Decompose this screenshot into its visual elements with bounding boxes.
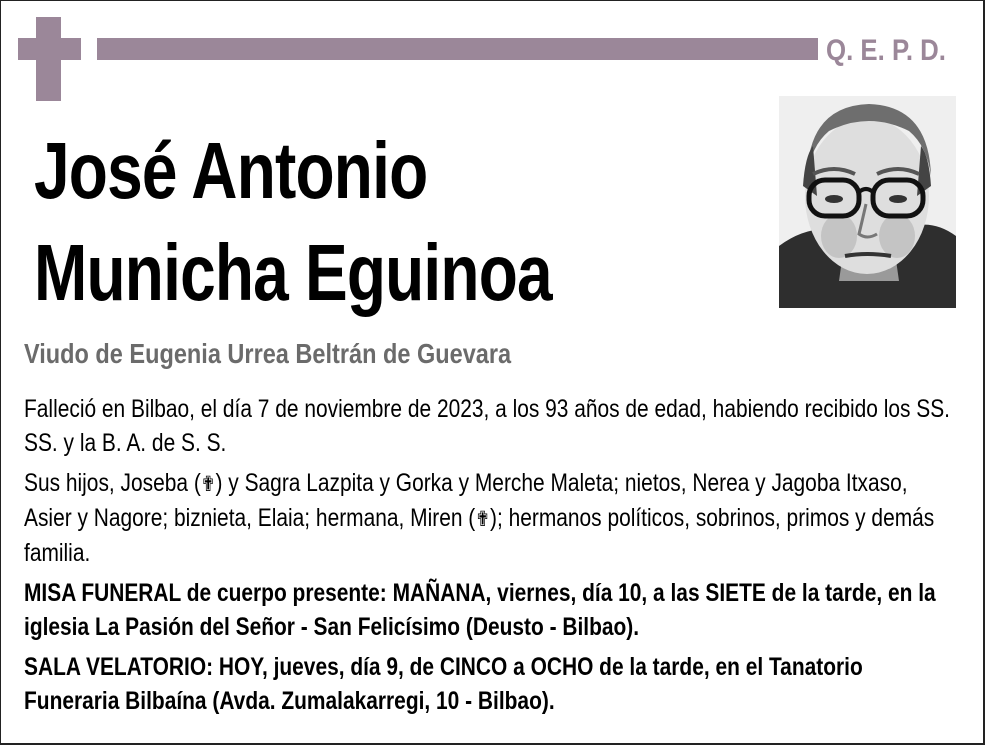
death-paragraph: Falleció en Bilbao, el día 7 de noviembre de 2023, a los 93 años de edad, habiendo recibido los SS. SS. y la B. A. de S. S. <box>24 395 950 457</box>
deceased-cross-icon: ✟ <box>475 507 490 531</box>
portrait-icon <box>779 96 956 308</box>
deceased-name-line1: José Antonio <box>34 126 428 215</box>
deceased-name-line2: Municha Eguinoa <box>34 228 552 317</box>
family-text-3: ); hermanos políticos, sobrinos, primos y demás familia. <box>24 504 935 567</box>
funeral-mass-paragraph: MISA FUNERAL de cuerpo presente: MAÑANA, viernes, día 10, a las SIETE de la tarde, en la iglesia La Pasión del Señor - San Felicísimo (Deusto - Bilbao). <box>24 579 936 641</box>
deceased-cross-icon: ✟ <box>200 472 216 496</box>
cross-icon-horizontal <box>18 38 81 60</box>
deceased-photo <box>779 96 956 308</box>
obituary-body <box>24 392 953 724</box>
family-text-1: Sus hijos, Joseba ( <box>24 469 201 497</box>
qepd-label: Q. E. P. D. <box>826 34 946 67</box>
header-rule <box>97 38 818 60</box>
family-paragraph <box>24 466 953 570</box>
spouse-subtitle: Viudo de Eugenia Urrea Beltrán de Guevara <box>24 338 512 369</box>
family-text-2: ) y Sagra Lazpita y Gorka y Merche Maleta; nietos, Nerea y Jagoba Itxaso, Asier y Nagore; biznieta, Elaia; hermana, Miren ( <box>24 469 908 532</box>
wake-paragraph: SALA VELATORIO: HOY, jueves, día 9, de CINCO a OCHO de la tarde, en el Tanatorio Funeraria Bilbaína (Avda. Zumalakarregi, 10 - Bilbao). <box>24 653 863 715</box>
